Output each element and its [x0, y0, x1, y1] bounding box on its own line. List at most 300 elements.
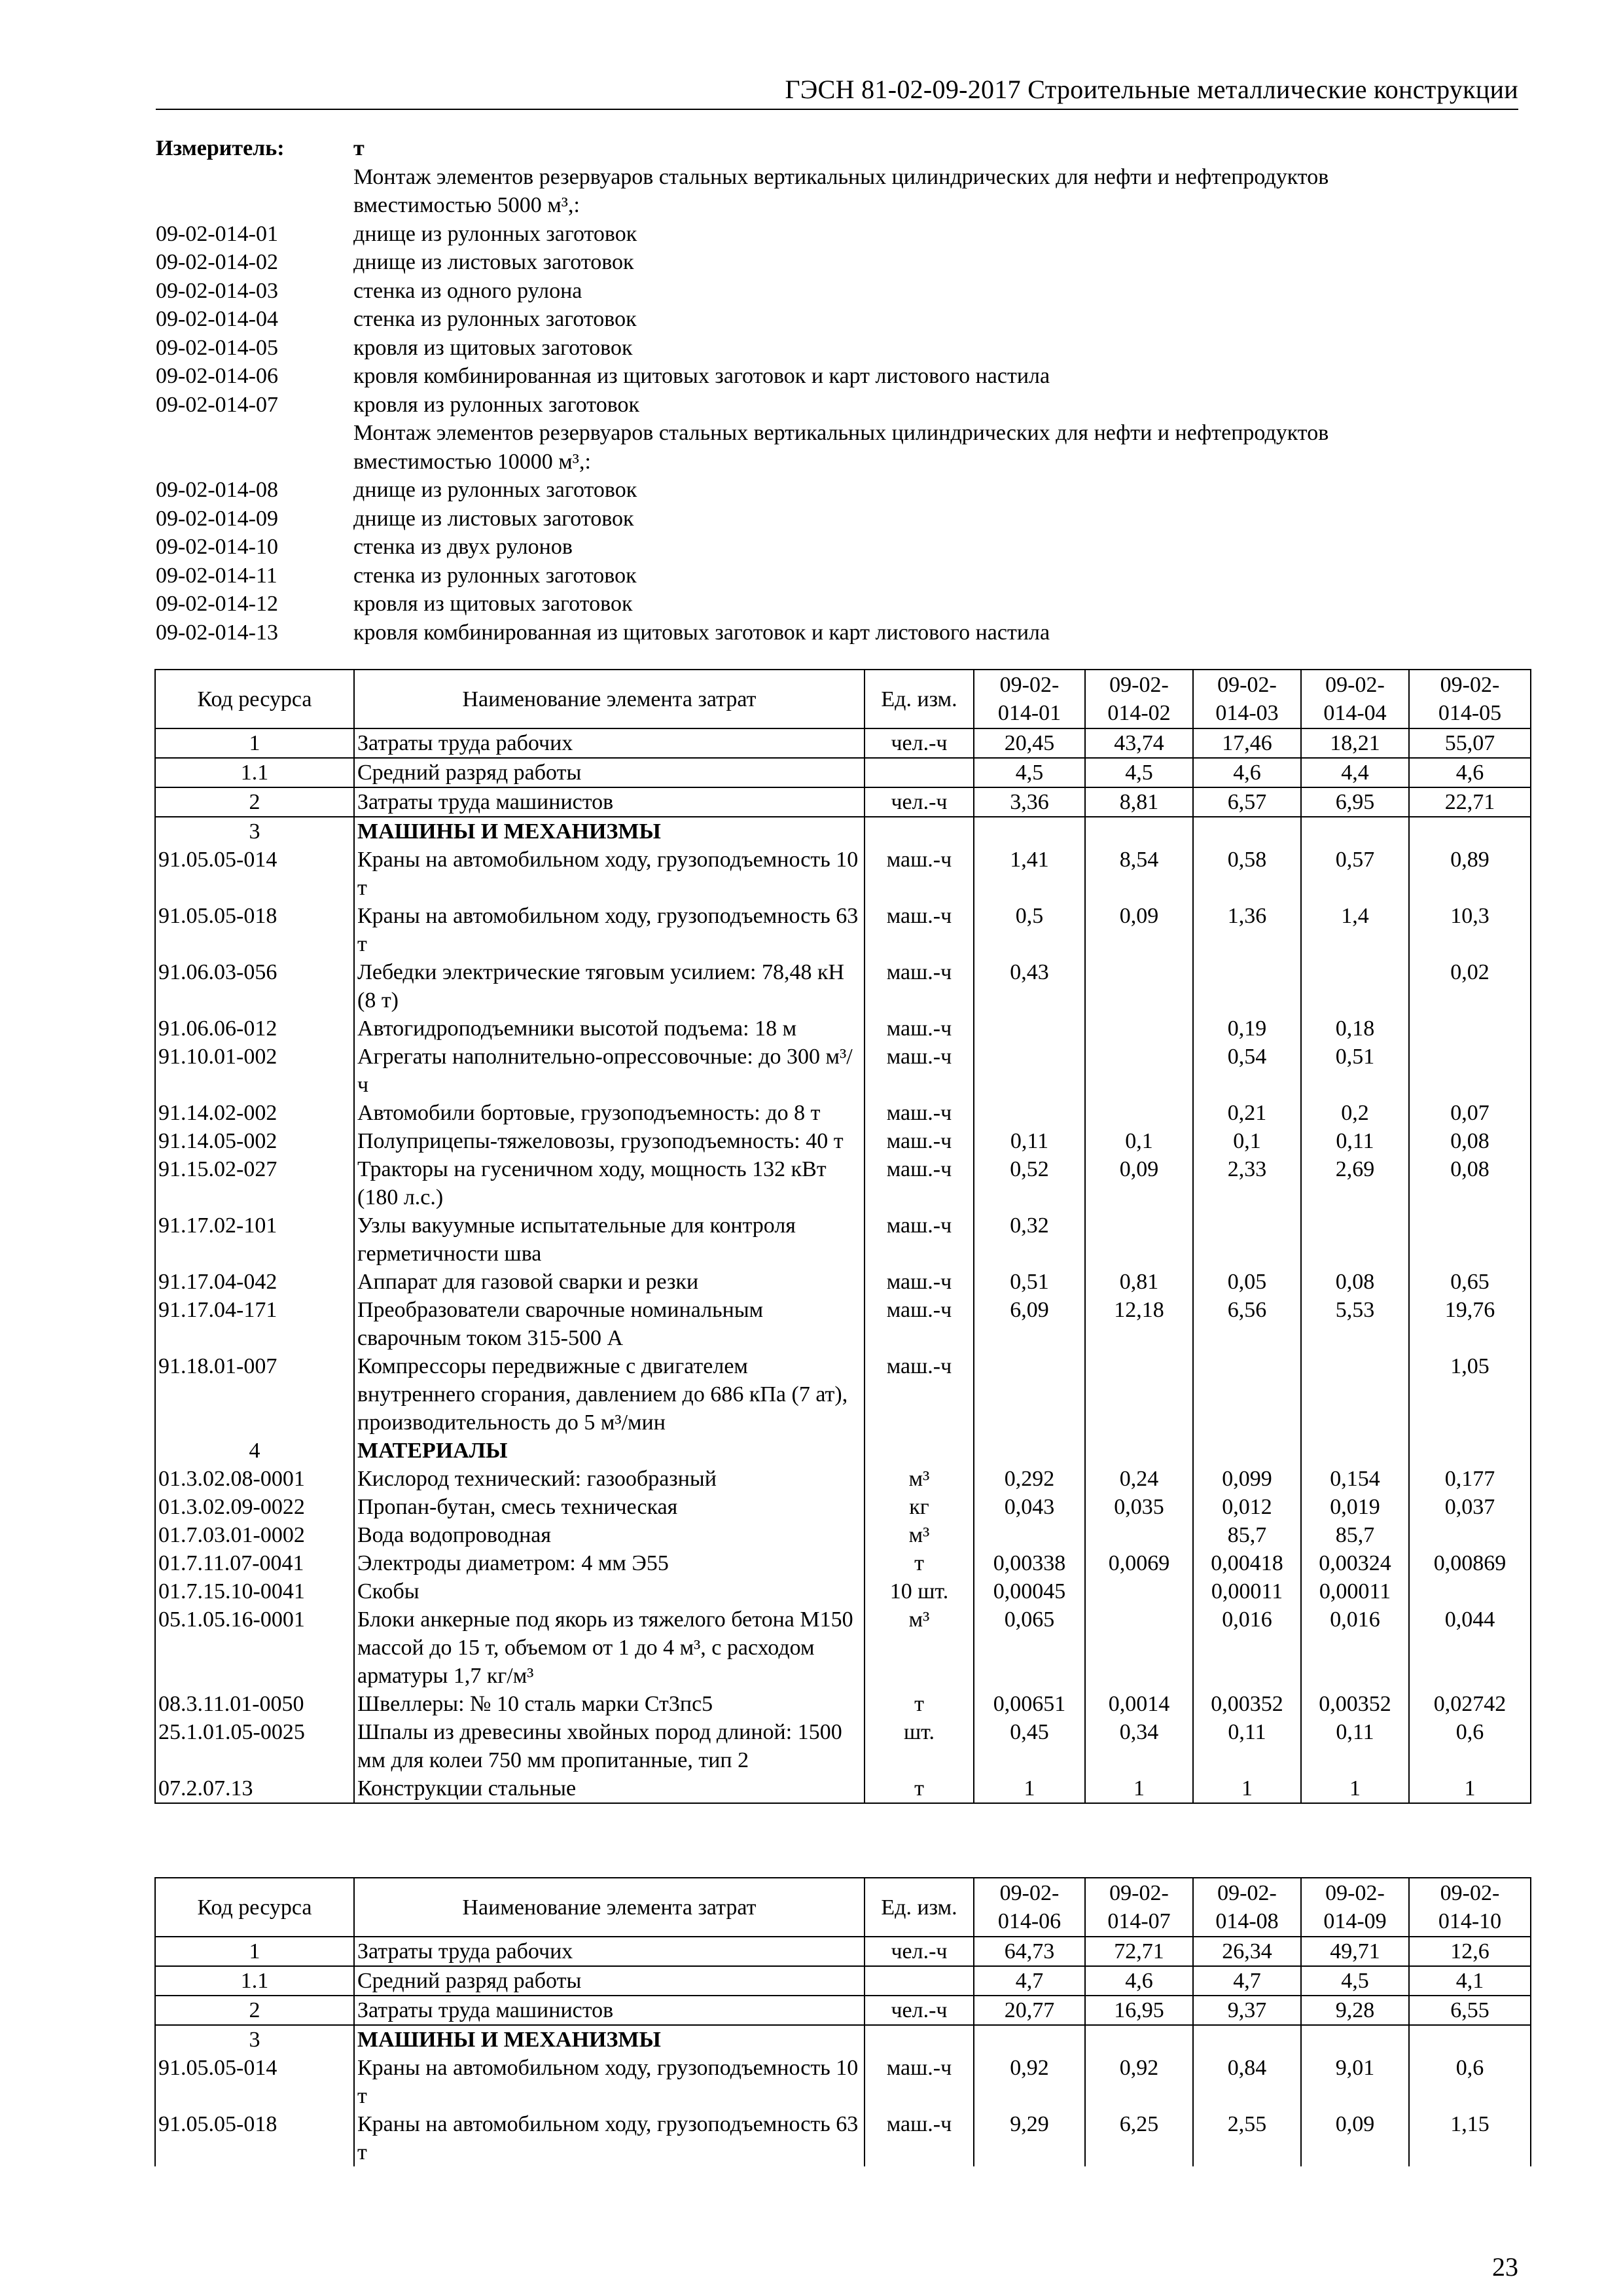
work-item-code: 09-02-014-12 [156, 592, 278, 616]
resource-value: 1,4 [1301, 902, 1409, 958]
resource-value: 0,43 [974, 958, 1085, 1014]
resource-code: 91.18.01-007 [155, 1352, 354, 1437]
resource-value [1193, 817, 1301, 846]
resource-value: 0,019 [1301, 1493, 1409, 1521]
resource-value [1301, 958, 1409, 1014]
resource-value: 2,55 [1193, 2110, 1301, 2166]
resource-value [1085, 1437, 1193, 1465]
resource-value [1085, 817, 1193, 846]
resource-value: 55,07 [1409, 728, 1531, 758]
resource-value: 0,00869 [1409, 1549, 1531, 1577]
table-row [155, 728, 1531, 758]
resource-value: 9,29 [974, 2110, 1085, 2166]
resource-value: 1 [1193, 1774, 1301, 1803]
work-item-code: 09-02-014-01 [156, 221, 278, 246]
resource-code: 4 [155, 1437, 354, 1465]
resource-table-2 [154, 1877, 1531, 2166]
resource-value: 0,012 [1193, 1493, 1301, 1521]
resource-value [1193, 1211, 1301, 1268]
resource-name: Полуприцепы-тяжеловозы, грузоподъемность: 40 т [354, 1127, 865, 1155]
resource-name: МАШИНЫ И МЕХАНИЗМЫ [354, 2025, 865, 2054]
resource-code: 91.14.05-002 [155, 1127, 354, 1155]
work-item [156, 220, 1530, 249]
resource-value: 0,08 [1301, 1268, 1409, 1296]
column-header: 09-02- 014-05 [1409, 670, 1531, 728]
resource-value: 0,81 [1085, 1268, 1193, 1296]
resource-unit: чел.-ч [865, 1996, 974, 2025]
resource-value: 0,09 [1301, 2110, 1409, 2166]
resource-value [1409, 1043, 1531, 1099]
work-item-text: вместимостью 10000 м³,: [353, 449, 591, 474]
resource-name: Агрегаты наполнительно-опрессовочные: до 300 м³/ч [354, 1043, 865, 1099]
resource-unit [865, 758, 974, 787]
column-header: 09-02- 014-07 [1085, 1878, 1193, 1937]
resource-unit: м³ [865, 1605, 974, 1690]
column-header: Ед. изм. [865, 670, 974, 728]
column-header: 09-02- 014-06 [974, 1878, 1085, 1937]
resource-value: 8,54 [1085, 846, 1193, 902]
work-item [156, 419, 1530, 448]
resource-value: 0,099 [1193, 1465, 1301, 1493]
resource-value: 0,51 [1301, 1043, 1409, 1099]
resource-value: 4,4 [1301, 758, 1409, 787]
column-header: 09-02- 014-01 [974, 670, 1085, 728]
work-item [156, 533, 1530, 562]
resource-value [974, 1352, 1085, 1437]
resource-value: 1,41 [974, 846, 1085, 902]
resource-unit: маш.-ч [865, 1127, 974, 1155]
table-row [155, 1718, 1531, 1774]
table-header-row [155, 670, 1531, 728]
work-item-text: Монтаж элементов резервуаров стальных вертикальных цилиндрических для нефти и нефтепродуктов [353, 421, 1329, 445]
resource-value: 0,21 [1193, 1099, 1301, 1127]
resource-code: 25.1.01.05-0025 [155, 1718, 354, 1774]
resource-value: 0,043 [974, 1493, 1085, 1521]
resource-value [1301, 1211, 1409, 1268]
resource-value: 0,34 [1085, 1718, 1193, 1774]
resource-value [974, 2025, 1085, 2054]
work-item-code: 09-02-014-07 [156, 392, 278, 417]
resource-name: Шпалы из древесины хвойных пород длиной: 1500 мм для колеи 750 мм пропитанные, тип 2 [354, 1718, 865, 1774]
resource-value: 72,71 [1085, 1937, 1193, 1966]
resource-value: 0,5 [974, 902, 1085, 958]
resource-name: Краны на автомобильном ходу, грузоподъемность 63 т [354, 902, 865, 958]
resource-unit: чел.-ч [865, 1937, 974, 1966]
resource-name: Швеллеры: № 10 сталь марки Ст3пс5 [354, 1690, 865, 1718]
resource-value: 0,09 [1085, 1155, 1193, 1211]
resource-unit: маш.-ч [865, 902, 974, 958]
resource-value: 0,24 [1085, 1465, 1193, 1493]
resource-value: 43,74 [1085, 728, 1193, 758]
resource-value: 0,016 [1193, 1605, 1301, 1690]
work-item [156, 191, 1530, 220]
page-number: 23 [1492, 2252, 1518, 2282]
resource-unit: м³ [865, 1521, 974, 1549]
resource-value: 0,044 [1409, 1605, 1531, 1690]
work-item-text: днище из листовых заготовок [353, 250, 634, 274]
resource-value: 0,00011 [1301, 1577, 1409, 1605]
resource-unit: маш.-ч [865, 1352, 974, 1437]
column-header: 09-02- 014-08 [1193, 1878, 1301, 1937]
resource-value [974, 1437, 1085, 1465]
resource-value: 0,92 [1085, 2054, 1193, 2110]
work-item-text: стенка из одного рулона [353, 278, 582, 303]
resource-unit: кг [865, 1493, 974, 1521]
resource-value [1085, 1014, 1193, 1043]
resource-name: Затраты труда машинистов [354, 787, 865, 817]
resource-name: Узлы вакуумные испытательные для контроля герметичности шва [354, 1211, 865, 1268]
resource-value: 1 [974, 1774, 1085, 1803]
resource-name: Кислород технический: газообразный [354, 1465, 865, 1493]
resource-value: 17,46 [1193, 728, 1301, 758]
work-item-code: 09-02-014-03 [156, 278, 278, 303]
resource-value: 9,01 [1301, 2054, 1409, 2110]
column-header: Наименование элемента затрат [354, 1878, 865, 1937]
page-header [156, 72, 1518, 110]
resource-code: 01.3.02.09-0022 [155, 1493, 354, 1521]
resource-unit: маш.-ч [865, 1296, 974, 1352]
resource-code: 91.06.06-012 [155, 1014, 354, 1043]
resource-name: Лебедки электрические тяговым усилием: 78,48 кН (8 т) [354, 958, 865, 1014]
resource-unit: маш.-ч [865, 1099, 974, 1127]
resource-value: 6,56 [1193, 1296, 1301, 1352]
resource-code: 91.06.03-056 [155, 958, 354, 1014]
resource-value: 0,1 [1193, 1127, 1301, 1155]
table-row [155, 1493, 1531, 1521]
resource-name: Преобразователи сварочные номинальным сварочным током 315-500 А [354, 1296, 865, 1352]
resource-code: 2 [155, 787, 354, 817]
work-item-text: Монтаж элементов резервуаров стальных вертикальных цилиндрических для нефти и нефтепродуктов [353, 164, 1329, 189]
work-item [156, 163, 1530, 192]
resource-value: 6,95 [1301, 787, 1409, 817]
resource-code: 05.1.05.16-0001 [155, 1605, 354, 1690]
resource-name: Затраты труда рабочих [354, 1937, 865, 1966]
resource-value: 0,016 [1301, 1605, 1409, 1690]
table-row [155, 1521, 1531, 1549]
resource-value [1085, 1577, 1193, 1605]
resource-unit: чел.-ч [865, 787, 974, 817]
resource-name: Блоки анкерные под якорь из тяжелого бетона М150 массой до 15 т, объемом от 1 до 4 м³, с расходом арматуры 1,7 кг/м³ [354, 1605, 865, 1690]
resource-value: 19,76 [1409, 1296, 1531, 1352]
resource-value [974, 817, 1085, 846]
resource-value [1085, 1043, 1193, 1099]
resource-unit: чел.-ч [865, 728, 974, 758]
resource-value: 0,02 [1409, 958, 1531, 1014]
resource-value: 0,00338 [974, 1549, 1085, 1577]
resource-value: 0,11 [1301, 1718, 1409, 1774]
resource-name: Затраты труда рабочих [354, 728, 865, 758]
work-item [156, 476, 1530, 505]
resource-value [1085, 958, 1193, 1014]
work-item [156, 505, 1530, 533]
resource-code: 01.3.02.08-0001 [155, 1465, 354, 1493]
resource-code: 91.05.05-014 [155, 846, 354, 902]
resource-value [1409, 1211, 1531, 1268]
resource-code: 3 [155, 817, 354, 846]
resource-name: Пропан-бутан, смесь техническая [354, 1493, 865, 1521]
resource-value: 0,45 [974, 1718, 1085, 1774]
resource-value: 2,33 [1193, 1155, 1301, 1211]
resource-value: 0,00324 [1301, 1549, 1409, 1577]
table-row [155, 1211, 1531, 1268]
resource-code: 3 [155, 2025, 354, 2054]
resource-name: Автогидроподъемники высотой подъема: 18 м [354, 1014, 865, 1043]
resource-code: 1.1 [155, 1966, 354, 1996]
resource-value: 0,11 [974, 1127, 1085, 1155]
column-header: Код ресурса [155, 1878, 354, 1937]
resource-value: 26,34 [1193, 1937, 1301, 1966]
resource-value: 1 [1301, 1774, 1409, 1803]
resource-unit: маш.-ч [865, 1268, 974, 1296]
table-row [155, 902, 1531, 958]
resource-value: 0,02742 [1409, 1690, 1531, 1718]
resource-value: 8,81 [1085, 787, 1193, 817]
resource-value [1085, 1099, 1193, 1127]
resource-value: 0,19 [1193, 1014, 1301, 1043]
resource-unit: т [865, 1774, 974, 1803]
table-row [155, 758, 1531, 787]
resource-value [1085, 1211, 1193, 1268]
resource-value [1085, 1521, 1193, 1549]
resource-value: 4,6 [1085, 1966, 1193, 1996]
work-item-text: кровля из рулонных заготовок [353, 392, 640, 417]
work-items-list [156, 163, 1530, 647]
resource-code: 1 [155, 728, 354, 758]
measure-unit: т [353, 136, 365, 160]
work-item-code: 09-02-014-05 [156, 335, 278, 360]
resource-value [974, 1521, 1085, 1549]
work-item [156, 248, 1530, 277]
measure-row [156, 134, 1530, 163]
resource-unit: маш.-ч [865, 846, 974, 902]
resource-unit: т [865, 1690, 974, 1718]
table-row [155, 1043, 1531, 1099]
resource-value: 4,6 [1409, 758, 1531, 787]
table-row [155, 2054, 1531, 2110]
resource-value: 0,18 [1301, 1014, 1409, 1043]
resource-value [1193, 1437, 1301, 1465]
resource-value [974, 1043, 1085, 1099]
resource-value: 0,00045 [974, 1577, 1085, 1605]
table-row [155, 1577, 1531, 1605]
resource-value: 0,154 [1301, 1465, 1409, 1493]
column-header: 09-02- 014-04 [1301, 670, 1409, 728]
resource-value: 22,71 [1409, 787, 1531, 817]
resource-value: 6,55 [1409, 1996, 1531, 2025]
resource-code: 01.7.03.01-0002 [155, 1521, 354, 1549]
table-row [155, 1437, 1531, 1465]
resource-value: 0,05 [1193, 1268, 1301, 1296]
resource-value: 0,51 [974, 1268, 1085, 1296]
resource-value [1193, 958, 1301, 1014]
resource-code: 91.15.02-027 [155, 1155, 354, 1211]
table-row [155, 846, 1531, 902]
document-title: ГЭСН 81-02-09-2017 Строительные металлические конструкции [785, 75, 1518, 104]
table-row [155, 1774, 1531, 1803]
resource-value [1193, 1352, 1301, 1437]
resource-name: Компрессоры передвижные с двигателем внутреннего сгорания, давлением до 686 кПа (7 ат), производительность до 5 м³/мин [354, 1352, 865, 1437]
resource-value: 0,89 [1409, 846, 1531, 902]
resource-value: 0,52 [974, 1155, 1085, 1211]
work-item-text: кровля комбинированная из щитовых заготовок и карт листового настила [353, 364, 1050, 388]
resource-code: 01.7.15.10-0041 [155, 1577, 354, 1605]
resource-value: 0,58 [1193, 846, 1301, 902]
work-item-text: стенка из двух рулонов [353, 535, 573, 559]
resource-value: 0,0014 [1085, 1690, 1193, 1718]
resource-value: 10,3 [1409, 902, 1531, 958]
table-row [155, 1014, 1531, 1043]
resource-value: 0,08 [1409, 1127, 1531, 1155]
resource-value: 1,36 [1193, 902, 1301, 958]
column-header: 09-02- 014-10 [1409, 1878, 1531, 1937]
resource-value: 20,77 [974, 1996, 1085, 2025]
column-header: Ед. изм. [865, 1878, 974, 1937]
resource-value: 0,11 [1301, 1127, 1409, 1155]
table-row [155, 1465, 1531, 1493]
table-row [155, 958, 1531, 1014]
table-row [155, 1155, 1531, 1211]
resource-name: Электроды диаметром: 4 мм Э55 [354, 1549, 865, 1577]
resource-value [1301, 1352, 1409, 1437]
resource-value: 0,65 [1409, 1268, 1531, 1296]
resource-value [1409, 1521, 1531, 1549]
resource-value: 4,5 [1301, 1966, 1409, 1996]
resource-name: Затраты труда машинистов [354, 1996, 865, 2025]
resource-value: 85,7 [1193, 1521, 1301, 1549]
table-row [155, 1268, 1531, 1296]
table-row [155, 1966, 1531, 1996]
resource-value: 0,065 [974, 1605, 1085, 1690]
resource-value: 18,21 [1301, 728, 1409, 758]
table-row [155, 1605, 1531, 1690]
resource-value [1409, 2025, 1531, 2054]
resource-value: 0,292 [974, 1465, 1085, 1493]
resource-value: 49,71 [1301, 1937, 1409, 1966]
resource-code: 07.2.07.13 [155, 1774, 354, 1803]
resource-value: 9,28 [1301, 1996, 1409, 2025]
table-row [155, 1937, 1531, 1966]
resource-code: 91.10.01-002 [155, 1043, 354, 1099]
work-item [156, 590, 1530, 619]
resource-value: 0,1 [1085, 1127, 1193, 1155]
measure-label: Измеритель: [156, 136, 285, 160]
resource-unit: маш.-ч [865, 1014, 974, 1043]
resource-name: Аппарат для газовой сварки и резки [354, 1268, 865, 1296]
resource-value: 0,00352 [1193, 1690, 1301, 1718]
resource-unit [865, 817, 974, 846]
resource-table-1 [154, 669, 1531, 1804]
resource-name: Краны на автомобильном ходу, грузоподъемность 10 т [354, 846, 865, 902]
resource-unit: т [865, 1549, 974, 1577]
resource-value: 4,6 [1193, 758, 1301, 787]
work-item-code: 09-02-014-13 [156, 620, 278, 645]
resource-value [974, 1014, 1085, 1043]
table-row [155, 1352, 1531, 1437]
resource-name: Краны на автомобильном ходу, грузоподъемность 63 т [354, 2110, 865, 2166]
resource-value: 64,73 [974, 1937, 1085, 1966]
resource-code: 2 [155, 1996, 354, 2025]
table-row [155, 1996, 1531, 2025]
resource-value: 0,84 [1193, 2054, 1301, 2110]
work-item [156, 362, 1530, 391]
work-item [156, 334, 1530, 363]
resource-unit: маш.-ч [865, 958, 974, 1014]
resource-value: 0,177 [1409, 1465, 1531, 1493]
resource-unit: маш.-ч [865, 2054, 974, 2110]
resource-value: 0,00651 [974, 1690, 1085, 1718]
table-row [155, 2110, 1531, 2166]
work-item-code: 09-02-014-10 [156, 535, 278, 559]
resource-code: 91.17.04-042 [155, 1268, 354, 1296]
resource-code: 1.1 [155, 758, 354, 787]
column-header: 09-02- 014-02 [1085, 670, 1193, 728]
resource-value: 1 [1085, 1774, 1193, 1803]
resource-name: МАШИНЫ И МЕХАНИЗМЫ [354, 817, 865, 846]
resource-code: 91.05.05-018 [155, 2110, 354, 2166]
work-item [156, 619, 1530, 647]
resource-value: 0,00418 [1193, 1549, 1301, 1577]
resource-value [1301, 817, 1409, 846]
resource-value: 0,00352 [1301, 1690, 1409, 1718]
work-item-text: вместимостью 5000 м³,: [353, 193, 580, 217]
resource-value [1409, 1014, 1531, 1043]
resource-value: 3,36 [974, 787, 1085, 817]
resource-value: 6,57 [1193, 787, 1301, 817]
resource-unit: 10 шт. [865, 1577, 974, 1605]
resource-name: Средний разряд работы [354, 1966, 865, 1996]
work-item-text: днище из листовых заготовок [353, 506, 634, 531]
work-item-text: стенка из рулонных заготовок [353, 563, 637, 588]
resource-value [1409, 817, 1531, 846]
table-row [155, 817, 1531, 846]
work-item [156, 391, 1530, 420]
resource-value [1085, 1352, 1193, 1437]
resource-value: 0,92 [974, 2054, 1085, 2110]
resource-value [1301, 1437, 1409, 1465]
resource-code: 08.3.11.01-0050 [155, 1690, 354, 1718]
resource-value: 1,15 [1409, 2110, 1531, 2166]
work-item-code [156, 448, 353, 476]
table-row [155, 1099, 1531, 1127]
work-item-code: 09-02-014-06 [156, 364, 278, 388]
work-item-code: 09-02-014-02 [156, 250, 278, 274]
resource-value: 9,37 [1193, 1996, 1301, 2025]
resource-code: 91.05.05-018 [155, 902, 354, 958]
work-item-text: кровля комбинированная из щитовых заготовок и карт листового настила [353, 620, 1050, 645]
resource-unit: маш.-ч [865, 1155, 974, 1211]
work-item-text: кровля из щитовых заготовок [353, 335, 633, 360]
resource-code: 91.17.02-101 [155, 1211, 354, 1268]
work-item-code: 09-02-014-04 [156, 307, 278, 331]
resource-value: 0,6 [1409, 2054, 1531, 2110]
resource-value: 0,09 [1085, 902, 1193, 958]
table-header-row [155, 1878, 1531, 1937]
resource-name: Вода водопроводная [354, 1521, 865, 1549]
resource-value: 0,32 [974, 1211, 1085, 1268]
resource-value: 0,54 [1193, 1043, 1301, 1099]
table-row [155, 787, 1531, 817]
resource-unit: шт. [865, 1718, 974, 1774]
measure-block [156, 134, 1530, 647]
resource-value: 16,95 [1085, 1996, 1193, 2025]
resource-unit [865, 1966, 974, 1996]
resource-value: 6,25 [1085, 2110, 1193, 2166]
table-row [155, 1127, 1531, 1155]
table-row [155, 1690, 1531, 1718]
resource-code: 91.05.05-014 [155, 2054, 354, 2110]
column-header: Наименование элемента затрат [354, 670, 865, 728]
resource-value [1193, 2025, 1301, 2054]
